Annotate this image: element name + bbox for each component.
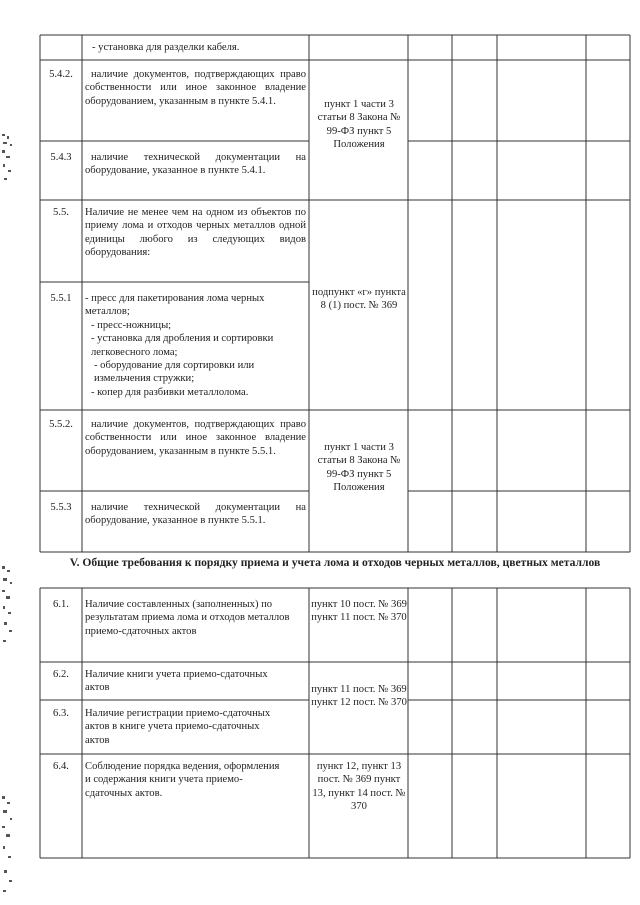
item-number: 6.4. bbox=[53, 761, 69, 772]
item-number: 5.5. bbox=[53, 207, 69, 218]
legal-reference: пункт 12, пункт 13 пост. № 369 пункт 13, пункт 14 пост. № 370 bbox=[312, 761, 406, 813]
list-item: - пресс для пакетирования лома черных металлов; bbox=[85, 293, 265, 318]
legal-reference: подпункт «г» пункта 8 (1) пост. № 369 bbox=[312, 287, 406, 312]
list-item: - установка для дробления и сортировки легковесного лома; bbox=[91, 333, 274, 358]
item-number: 6.3. bbox=[53, 708, 69, 719]
item-number: 6.2. bbox=[53, 669, 69, 680]
item-text: Наличие не менее чем на одном из объектов по приему лома и отходов черных металлов одной единицы любого из следующих видов оборудования: bbox=[85, 207, 306, 259]
scan-artifact bbox=[0, 790, 18, 900]
item-text: Наличие регистрации приемо-сдаточных актов в книге учета приемо-сдаточных актов bbox=[85, 708, 271, 746]
item-text: Соблюдение порядка ведения, оформления и содержания книги учета приемо-сдаточных актов. bbox=[85, 761, 280, 799]
item-text: наличие технической документации на оборудование, указанное в пункте 5.5.1. bbox=[85, 502, 306, 527]
legal-reference: пункт 10 пост. № 369 пункт 11 пост. № 370 bbox=[311, 599, 407, 624]
item-number: 5.4.2. bbox=[49, 69, 73, 80]
item-text: наличие документов, подтверждающих право собственности или иное законное владение оборудованием, указанным в пункте 5.5.1. bbox=[85, 419, 306, 457]
section-title: V. Общие требования к порядку приема и учета лома и отходов черных металлов, цветных металлов bbox=[69, 556, 601, 569]
item-text: наличие документов, подтверждающих право собственности или иное законное владение оборудованием, указанным в пункте 5.4.1. bbox=[85, 69, 306, 107]
item-cable-cutting: - установка для разделки кабеля. bbox=[92, 42, 240, 53]
scan-artifact bbox=[0, 560, 18, 650]
list-item: - копер для разбивки металлолома. bbox=[91, 386, 249, 398]
item-number: 5.5.1 bbox=[50, 293, 72, 304]
item-text: Наличие книги учета приемо-сдаточных актов bbox=[85, 669, 268, 694]
item-text: Наличие составленных (заполненных) по результатам приема лома и отходов металлов приемо-сдаточных актов bbox=[85, 599, 290, 637]
legal-reference: пункт 1 части 3 статьи 8 Закона № 99-ФЗ пункт 5 Положения bbox=[317, 442, 401, 494]
item-number: 5.4.3 bbox=[50, 152, 72, 163]
item-number: 5.5.2. bbox=[49, 419, 73, 430]
item-number: 6.1. bbox=[53, 599, 69, 610]
item-text: наличие технической документации на оборудование, указанное в пункте 5.4.1. bbox=[85, 152, 306, 177]
list-item: - оборудование для сортировки или измельчения стружки; bbox=[94, 360, 255, 385]
equipment-list bbox=[85, 292, 306, 399]
list-item: - пресс-ножницы; bbox=[91, 319, 172, 331]
scan-artifact bbox=[0, 130, 18, 190]
legal-reference: пункт 1 части 3 статьи 8 Закона № 99-ФЗ пункт 5 Положения bbox=[317, 99, 401, 151]
legal-reference: пункт 11 пост. № 369 пункт 12 пост. № 370 bbox=[311, 684, 407, 709]
item-number: 5.5.3 bbox=[50, 502, 72, 513]
